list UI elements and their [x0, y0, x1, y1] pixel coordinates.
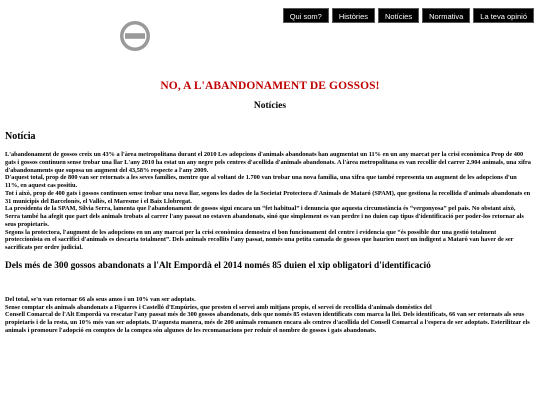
news-line: Tot i això, prop de 400 gats i gossos continuen sense trobar una nova llar, segons les dades de la Societat Protectora d'Animals de Mataró (SPAM), que gestiona la recollida d'animals abandonats en 31 municipis del Barcelonès, el Vallès, el Maresme i el Baix Llobregat.: [5, 189, 531, 205]
main-content: [5, 131, 532, 335]
news-heading: Dels més de 300 gossos abandonats a l'Alt Empordà el 2014 només 85 duien el xip obligatori d'identificació: [5, 260, 431, 271]
page-title: NO, A L'ABANDONAMENT DE GOSSOS!: [160, 80, 380, 92]
news-line: Del total, se'n van retornar 66 als seus amos i un 10% van ser adoptats.: [5, 295, 196, 303]
news-paragraph-2: [5, 296, 532, 335]
section-title: Notícia: [5, 131, 36, 142]
news-paragraph: [5, 151, 532, 252]
news-line: L'abandonament de gossos creix un 43% a l'àrea metropolitana durant el 2010 Les adopcions d'animals abandonats han augmentat un 11% en un any marcat per la crisi econòmica Prop de 400 gats i gossos continuen sense trobar una llar L'any 2010 ha estat un any negre pels centres d'acollida d'animals abandonats. A l'àrea metropolitana es van recollir del carrer 2.904 animals, una xifra d'abandonaments que suposa un augment del 43,58% respecte a l'any 2009.: [5, 151, 531, 174]
nav-item-noticies[interactable]: Notícies: [378, 8, 419, 23]
news-line: Sense comptar els animals abandonats a Figueres i Castelló d'Empúries, que presten el servei amb mitjans propis, el servei de recollida d'animals domèstics del: [5, 303, 432, 311]
nav-item-la-teva-opinio[interactable]: La teva opinió: [473, 8, 534, 23]
nav-item-histories[interactable]: Històries: [332, 8, 375, 23]
top-navigation: [283, 8, 534, 23]
page-subtitle: Notícies: [253, 101, 287, 111]
news-line: Consell Comarcal de l'Alt Empordà va rescatar l'any passat més de 300 gossos abandonats, dels que només 85 estaven identificats com marca la llei. Dels identificats, 66 van ser retornats als seus propietaris i de la resta, un 10% més van ser adoptats. D'aquesta manera, més de 200 animals romanen encara als centres d'acollida del Consell Comarcal a l'espera de ser adoptats. Esterilitzar els animals i promoure l'adopció en comptes de la compra són algunes de les recomanacions per reduir el nombre de gossos i gats abandonats.: [5, 311, 530, 334]
nav-item-normativa[interactable]: Normativa: [422, 8, 470, 23]
news-line: D'aquest total, prop de 800 van ser retornats a les seves famílies, mentre que al voltant de 1.700 van trobar una nova família, una xifra que també representa un augment de les adopcions d'un 11%, en aquest cas positiu.: [5, 174, 517, 189]
news-line: Segons la protectora, l'augment de les adopcions en un any marcat per la crisi econòmica demostra el bon funcionament del centre i evidencia que “és possible dur una gestió totalment proteccionista en el sacrifici d'animals es descarta totalment”. Dels animals recollits l'any passat, només una petita camada de gossos que haurien mort un indigent a Mataró van haver de ser sacrificats per ordre judicial.: [5, 228, 514, 251]
prohibition-sign-icon: [119, 20, 151, 52]
news-line: La presidenta de la SPAM, Sílvia Serra, lamenta que l'abandonament de gossos sigui encara un “fet habitual” i denuncia que aquesta circumstància és “vergonyosa” pel país. No obstant això, Serra també ha afegit que part dels animals trobats al carrer l'any passat no estaven abandonats, sinó que simplement es van perdre i no duien cap tipus d'identificació per poder-los retornar als seus propietaris.: [5, 205, 524, 228]
nav-item-qui-som[interactable]: Qui som?: [283, 8, 329, 23]
